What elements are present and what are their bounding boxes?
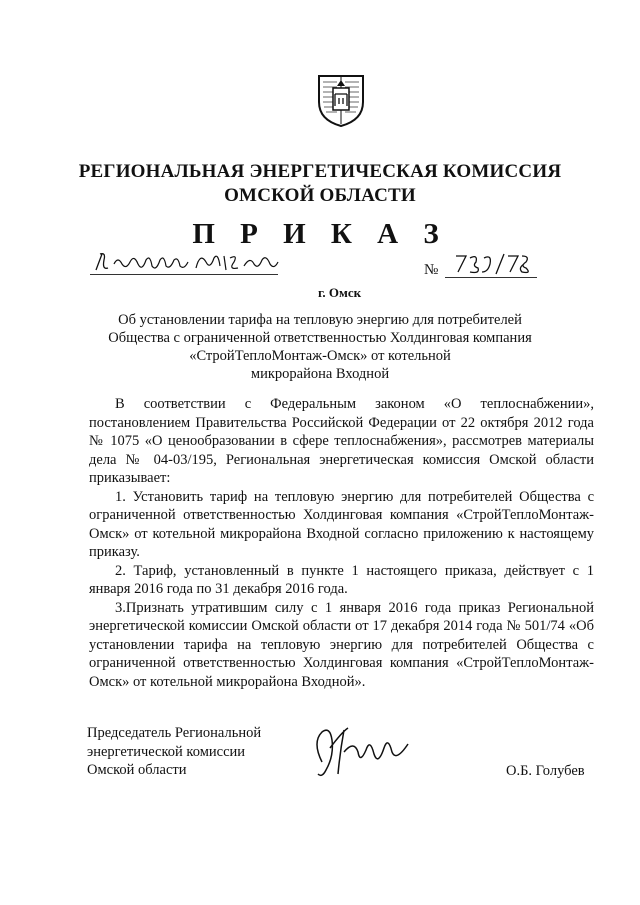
handwritten-signature-icon <box>308 722 418 784</box>
position-line: энергетической комиссии <box>87 743 246 760</box>
order-item-1: 1. Установить тариф на тепловую энергию для потребителей Общества с ограниченной ответственностью Холдинговая компания «СтройТеплоМонтаж-Омск» от котельной микрорайона Входной согласно приложению к настоящему приказу. <box>89 488 594 560</box>
signatory-position <box>87 724 261 780</box>
organization-name-line2: ОМСКОЙ ОБЛАСТИ <box>224 185 416 206</box>
order-item-3: 3.Признать утратившим силу с 1 января 2016 года приказ Региональной энергетической комиссии Омской области от 17 декабря 2014 года № 501/74 «Об установлении тарифа на тепловую энергию для потребителей Общества с ограниченной ответственностью Холдинговая компания «СтройТеплоМонтаж-Омск» от котельной микрорайона Входной». <box>89 599 594 690</box>
number-sign: № <box>424 262 439 278</box>
subject-line: Общества с ограниченной ответственностью Холдинговая компания <box>108 330 532 346</box>
position-line: Председатель Региональной <box>87 725 262 741</box>
order-item-2: 2. Тариф, установленный в пункте 1 настоящего приказа, действует с 1 января 2016 года по 31 декабря 2016 года. <box>89 562 594 597</box>
signatory-name: О.Б. Голубев <box>506 763 585 779</box>
subject-line: «СтройТеплоМонтаж-Омск» от котельной <box>189 348 451 364</box>
order-subject <box>80 311 560 383</box>
preamble-paragraph: В соответствии с Федеральным законом «О теплоснабжении», постановлением Правительства Российской Федерации от 22 октября 2012 года № 1075 «О ценообразовании в сфере теплоснабжения», рассмотрев материалы дела № 04-03/195, Региональная энергетическая комиссия Омской области приказывает: <box>89 396 594 486</box>
subject-line: Об установлении тарифа на тепловую энергию для потребителей <box>118 312 522 328</box>
handwritten-number <box>452 250 538 278</box>
document-type-title: П Р И К А З <box>192 218 448 250</box>
position-line: Омской области <box>87 762 187 778</box>
order-body <box>89 395 594 691</box>
organization-name-line1: РЕГИОНАЛЬНАЯ ЭНЕРГЕТИЧЕСКАЯ КОМИССИЯ <box>78 161 562 182</box>
coat-of-arms-icon <box>315 72 367 128</box>
date-underline <box>90 274 278 275</box>
city-label: г. Омск <box>318 285 362 300</box>
subject-line: микрорайона Входной <box>250 366 390 382</box>
number-underline <box>445 277 537 278</box>
